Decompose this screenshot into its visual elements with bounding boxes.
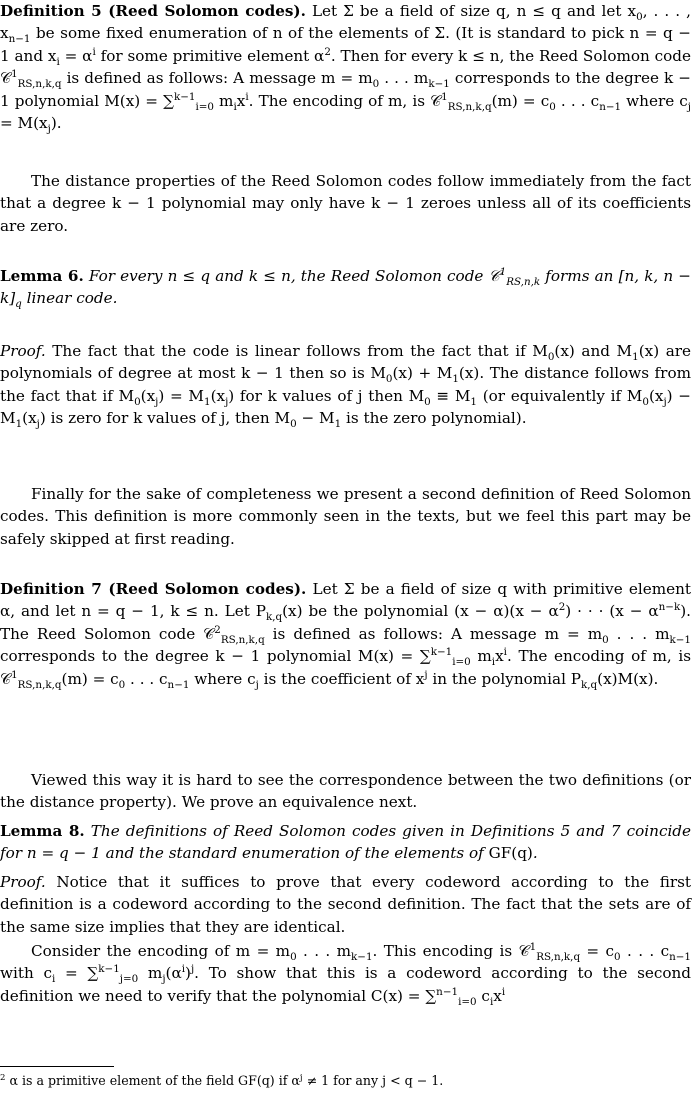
viewed-paragraph: Viewed this way it is hard to see the correspondence between the two definitions (or the distance property). We prove an equivalence next.: [0, 771, 691, 812]
consider-paragraph: Consider the encoding of $m = m_0$ . . . $m_{k-1}$. This encoding is 𝒞$^1_{RS,n,k,q}$ = $c_0$ . . . $c_{n-1}$ with $c_i = \sum^{k-1}_{j=0}$ $m_j(\alpha^i)^j$. To show that this is a codeword according to the second definition we need to verify that the polynomial C(x) = ∑$^{n-1}_{i=0}$ $c_ix^i$: [0, 940, 692, 1008]
footnote-ref-2: 2: [324, 45, 331, 58]
proof-lemma-8: Proof. Notice that it suffices to prove that every codeword according to the first definition is a codeword according to the second definition. The fact that the sets are of the same size implies that they are identical.: [0, 873, 692, 936]
lemma-8: Lemma 8. The definitions of Reed Solomon codes given in Definitions 5 and 7 coincide for n = q − 1 and the standard enumeration of the elements of GF(q).: [0, 822, 692, 863]
distance-paragraph: The distance properties of the Reed Solomon codes follow immediately from the fact that a degree k − 1 polynomial may only have k − 1 zeroes unless all of its coefficients are zero.: [0, 172, 691, 235]
proof-lemma-6: Proof. The fact that the code is linear follows from the fact that if $M_0(x)$ and $M_1(x)$ are polynomials of degree at most k − 1 then so is $M_0(x) + M_1(x)$. The distance follows from the fact that if $M_0(x_j) = M_1(x_j)$ for k values of j then $M_0 \equiv M_1$ (or equivalently if $M_0(x_j) - M_1(x_j)$ is zero for k values of j, then $M_0 - M_1$ is the zero polynomial).: [0, 342, 692, 431]
completeness-paragraph: Finally for the sake of completeness we present a second definition of Reed Solomon codes. This definition is more commonly seen in the texts, but we feel this part may be safely skipped at first reading.: [0, 485, 691, 548]
definition-5-heading: Definition 5 (Reed Solomon codes).: [0, 2, 306, 20]
footnote-mark: 2: [0, 1072, 6, 1083]
proof-heading: Proof.: [0, 342, 46, 360]
definition-5: Definition 5 (Reed Solomon codes). Let Σ be a field of size q, n ≤ q and let $x_0$, . . . , $x_{n-1}$ be some fixed enumeration of n of the elements of Σ. (It is standard to pick n = q − 1 and $x_i = \alpha^i$ for some primitive element $\alpha^2$. Then for every k ≤ n, the Reed Solomon code 𝒞$^1_{RS,n,k,q}$ is defined as follows: A message $m = m_0$ . . . $m_{k-1}$ corresponds to the degree k − 1 polynomial M(x) = ∑$^{k-1}_{i=0}$ $m_ix^i$. The encoding of m, is 𝒞$^1_{RS,n,k,q}$(m) = $c_0$ . . . $c_{n-1}$ where $c_j = M(x_j)$.: [0, 2, 692, 136]
lemma-6: Lemma 6. For every n ≤ q and k ≤ n, the Reed Solomon code 𝒞$^1_{RS,n,k}$ forms an [n, k, $n - k]_q$ linear code.: [0, 265, 692, 311]
lemma-6-heading: Lemma 6.: [0, 267, 84, 285]
definition-7: Definition 7 (Reed Solomon codes). Let Σ be a field of size q with primitive element α, and let n = q − 1, k ≤ n. Let $P_{k,q}(x)$ be the polynomial $(x - \alpha)(x - \alpha^2)$ · · · $(x - \alpha^{n-k})$. The Reed Solomon code 𝒞$^2_{RS,n,k,q}$ is defined as follows: A message $m = m_0$ . . . $m_{k-1}$ corresponds to the degree k − 1 polynomial M(x) = ∑$^{k-1}_{i=0}$ $m_ix^i$. The encoding of m, is 𝒞$^1_{RS,n,k,q}$(m) = $c_0$ . . . $c_{n-1}$ where $c_j$ is the coefficient of $x^j$ in the polynomial $P_{k,q}(x)M(x)$.: [0, 580, 692, 691]
proof-heading: Proof.: [0, 873, 46, 891]
lemma-8-heading: Lemma 8.: [0, 822, 85, 840]
footnote-rule: [0, 1066, 114, 1067]
definition-7-heading: Definition 7 (Reed Solomon codes).: [0, 580, 307, 598]
footnote-2: $^2$ α is a primitive element of the field GF(q) if $\alpha^j \ne 1$ for any j < q − 1.: [0, 1072, 444, 1088]
